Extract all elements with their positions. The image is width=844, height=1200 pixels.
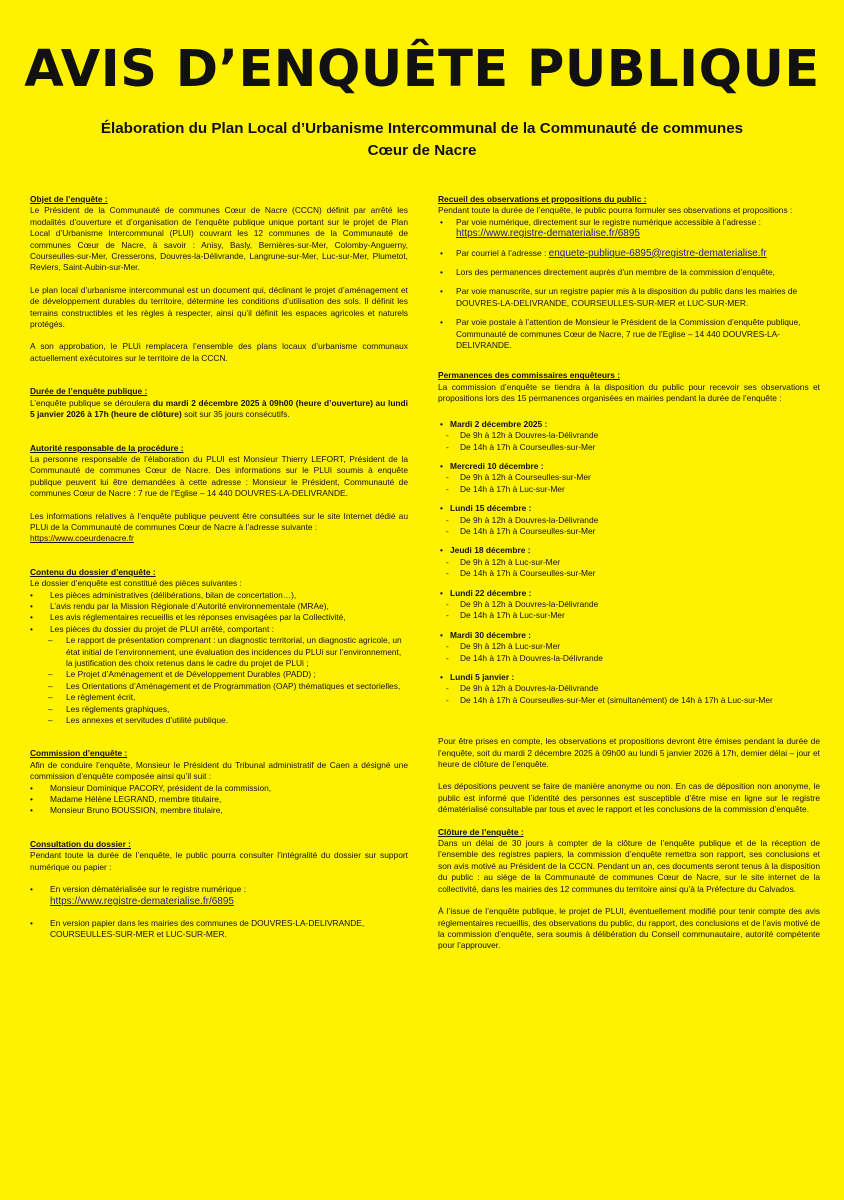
permanences-paragraph-1: Pour être prises en compte, les observations et propositions devront être émises pendant la durée de l’enquête, soit du mardi 2 décembre 2025 à 09h00 au lundi 5 janvier 2026 à 17h, dernier délai – jour et heure de clôture de l’enquête. [438, 736, 820, 770]
permanence-date: • Jeudi 18 décembre : [438, 545, 820, 556]
list-subitem: – Les Orientations d’Aménagement et de Programmation (OAP) thématiques et sectorielles, [30, 681, 408, 692]
permanence-slot: - De 14h à 17h à Courseulles-sur-Mer [438, 526, 820, 537]
permanence-day [438, 461, 820, 495]
objet-paragraph-3: A son approbation, le PLUi remplacera l’ensemble des plans locaux d’urbanisme communaux actuellement exécutoires sur le territoire de la CCCN. [30, 341, 408, 363]
permanence-date: • Lundi 5 janvier : [438, 672, 820, 683]
list-subitem: – Les règlements graphiques, [30, 704, 408, 715]
list-item: • Par voie postale à l’attention de Monsieur le Président de la Commission d’enquête publique, Communauté de communes Cœur de Nacre, 7 rue de l’Eglise – 14 440 DOUVRES-LA-DELIVRANDE. [438, 317, 820, 351]
email-link[interactable]: enquete-publique-6895@registre-dematerialise.fr [548, 247, 767, 259]
list-subitem: – Les annexes et servitudes d’utilité publique. [30, 715, 408, 726]
permanence-date: • Mardi 2 décembre 2025 : [438, 419, 820, 430]
list-item: • Les pièces administratives (délibérations, bilan de concertation…), [30, 590, 408, 601]
duree-post: soit sur 35 jours consécutifs. [181, 409, 290, 420]
permanence-date: • Lundi 15 décembre : [438, 503, 820, 514]
permanence-date: • Mardi 30 décembre : [438, 630, 820, 641]
cloture-heading: Clôture de l’enquête : [438, 826, 524, 837]
list-item: • Monsieur Dominique PACORY, président de la commission, [30, 783, 408, 794]
permanence-slot: - De 14h à 17h à Courseulles-sur-Mer [438, 442, 820, 453]
objet-paragraph-1: Le Président de la Communauté de communes Cœur de Nacre (CCCN) définit par arrêté les modalités d’ouverture et d’organisation de l’enquête publique unique portant sur le projet de Plan Local d’Urbanisme Intercommunal (PLUI) couvrant les 12 communes de la Communauté de communes Cœur de Nacre, à savoir : Anisy, Basly, Bernières-sur-Mer, Colomby-Anguerny, Courseulles-sur-Mer, Cresserons, Douvres-la-Délivrande, Langrune-sur-Mer, Luc-sur-Mer, Plumetot, Reviers, Saint-Aubin-sur-Mer. [30, 205, 408, 273]
recueil-item-1: Par voie numérique, directement sur le registre numérique accessible à l’adresse : [456, 216, 761, 227]
permanence-slot: - De 14h à 17h à Courseulles-sur-Mer et (simultanément) de 14h à 17h à Luc-sur-Mer [438, 695, 820, 706]
commission-heading: Commission d’enquête : [30, 748, 128, 759]
subtitle-line-2: Cœur de Nacre [367, 142, 477, 159]
list-item: • Les pièces du dossier du projet de PLUI arrêté, comportant : [30, 624, 408, 635]
list-item: • Par voie manuscrite, sur un registre papier mis à la disposition du public dans les mairies de DOUVRES-LA-DELIVRANDE, COURSEULLES-SUR-MER et LUC-SUR-MER. [438, 286, 820, 309]
consultation-item-1: En version dématérialisée sur le registre numérique : [50, 884, 246, 895]
permanence-day [438, 588, 820, 622]
subtitle-line-1: Élaboration du Plan Local d’Urbanisme Intercommunal de la Communauté de communes [100, 120, 744, 137]
recueil-item-2: Par courriel à l’adresse : [456, 247, 549, 258]
list-subitem: – Le rapport de présentation comprenant : un diagnostic territorial, un diagnostic agricole, un état initial de l’environnement, une évaluation des incidences du PLUi sur l’environnement, la justification des choix retenus dans le cadre du projet de PLUi ; [30, 635, 408, 669]
list-item: • Les avis réglementaires recueillis et les réponses envisagées par la Collectivité, [30, 612, 408, 623]
permanences-paragraph-2: Les dépositions peuvent se faire de manière anonyme ou non. En cas de déposition non anonyme, le public est informé que l’identité des personnes est susceptible d’être mise en ligne sur le registre dématérialisé consultable par tous et avec le rapport et les conclusions de la commission d’enquête. [438, 781, 820, 815]
objet-paragraph-2: Le plan local d’urbanisme intercommunal est un document qui, déclinant le projet d’aménagement et de développement durables du territoire, détermine les conditions d’utilisation des sols. Il définit les terrains constructibles et les règles à respecter, ainsi qu’il définit les espaces agricoles et naturels protégés. [30, 284, 408, 330]
registre-link[interactable]: https://www.registre-dematerialise.fr/6895 [456, 228, 640, 240]
autorite-paragraph-2: Les informations relatives à l’enquête publique peuvent être consultées sur le site Internet dédié au PLUi de la Communauté de communes Cœur de Nacre à l’adresse suivante : [30, 510, 408, 532]
recueil-heading: Recueil des observations et propositions du public : [438, 194, 647, 204]
permanence-day [438, 419, 820, 453]
permanence-date: • Mercredi 10 décembre : [438, 461, 820, 472]
autorite-paragraph-1: La personne responsable de l’élaboration du PLUI est Monsieur Thierry LEFORT, Président de la Communauté de communes Cœur de Nacre. Des informations sur le PLUi soumis à enquête publique peuvent lui être demandées à cette adresse : Monsieur le Président, Communauté de communes Cœur de Nacre : 7 rue de l’Eglise – 14 440 DOUVRES-LA-DELIVRANDE. [30, 453, 408, 499]
contenu-heading: Contenu du dossier d’enquête : [30, 566, 156, 577]
list-item: • En version papier dans les mairies des communes de DOUVRES-LA-DELIVRANDE, COURSEULLES-SUR-MER et LUC-SUR-MER. [30, 918, 408, 941]
permanence-slot: - De 9h à 12h à Courseulles-sur-Mer [438, 472, 820, 483]
consultation-list [30, 884, 408, 941]
list-item: • Madame Hélène LEGRAND, membre titulaire, [30, 794, 408, 805]
page-subtitle [60, 118, 784, 162]
list-item: • Monsieur Bruno BOUSSION, membre titulaire, [30, 805, 408, 816]
permanences-intro: La commission d’enquête se tiendra à la disposition du public pour recevoir ses observations et propositions lors des 15 permanences organisées en mairies pendant la durée de l’enquête : [438, 381, 820, 404]
permanence-slot: - De 14h à 17h à Douvres-la-Délivrande [438, 653, 820, 664]
permanence-slot: - De 9h à 12h à Douvres-la-Délivrande [438, 599, 820, 610]
registre-link[interactable]: https://www.registre-dematerialise.fr/6895 [50, 895, 234, 907]
coeurdenacre-link[interactable]: https://www.coeurdenacre.fr [30, 533, 134, 544]
page-title: AVIS D’ENQUÊTE PUBLIQUE [24, 40, 820, 99]
recueil-intro: Pendant toute la durée de l’enquête, le public pourra formuler ses observations et propositions : [438, 205, 793, 216]
list-item [438, 248, 820, 259]
left-column [30, 194, 408, 941]
permanence-date: • Lundi 22 décembre : [438, 588, 820, 599]
duree-paragraph [30, 398, 408, 421]
permanence-day [438, 503, 820, 537]
cloture-paragraph-1: Dans un délai de 30 jours à compter de la clôture de l’enquête publique et de la réception de l’ensemble des registres papiers, la commission d’enquête remettra son rapport, ses conclusions et son avis motivé au Président de la CCCN. Pendant un an, ces documents seront tenus à la disposition du public : au siège de la Communauté de communes Cœur de Nacre, sur le site internet de la collectivité, dans les mairies des 12 communes du territoire ainsi qu’à la Préfecture du Calvados. [438, 838, 820, 894]
permanence-slot: - De 9h à 12h à Luc-sur-Mer [438, 641, 820, 652]
permanence-slot: - De 9h à 12h à Douvres-la-Délivrande [438, 430, 820, 441]
permanences-heading: Permanences des commissaires enquêteurs : [438, 370, 621, 381]
consultation-intro: Pendant toute la durée de l’enquête, le public pourra consulter l’intégralité du dossier sur support numérique ou papier : [30, 850, 408, 872]
autorite-heading: Autorité responsable de la procédure : [30, 442, 184, 453]
permanence-slot: - De 9h à 12h à Douvres-la-Délivrande [438, 515, 820, 526]
duree-heading: Durée de l’enquête publique : [30, 386, 148, 397]
cloture-paragraph-2: À l’issue de l’enquête publique, le projet de PLUI, éventuellement modifié pour tenir compte des avis réglementaires recueillis, des observations du public, du rapport, des conclusions et de l’avis motivé de la commission d’enquête, sera soumis à délibération du Conseil communautaire, autorité compétente pour l’approuver. [438, 906, 820, 951]
commission-intro: Afin de conduire l’enquête, Monsieur le Président du Tribunal administratif de Caen a désigné une commission d’enquête composée ainsi qu’il suit : [30, 759, 408, 782]
permanence-slot: - De 14h à 17h à Luc-sur-Mer [438, 484, 820, 495]
duree-pre: L’enquête publique se déroulera [30, 397, 153, 408]
consultation-heading: Consultation du dossier : [30, 838, 131, 849]
right-column [438, 194, 820, 952]
permanence-slot: - De 14h à 17h à Courseulles-sur-Mer [438, 568, 820, 579]
list-item [30, 884, 408, 907]
commission-members [30, 783, 408, 817]
permanence-day [438, 545, 820, 579]
objet-heading: Objet de l’enquête : [30, 194, 108, 204]
permanence-slot: - De 9h à 12h à Luc-sur-Mer [438, 557, 820, 568]
permanence-slot: - De 9h à 12h à Douvres-la-Délivrande [438, 683, 820, 694]
list-subitem: – Le règlement écrit, [30, 692, 408, 703]
duree-dates: du mardi 2 décembre 2025 à 09h00 (heure d’ouverture) au lundi 5 janvier 2026 à 17h (heure de clôture) [30, 397, 408, 420]
list-item: • L’avis rendu par la Mission Régionale d’Autorité environnementale (MRAe), [30, 601, 408, 612]
permanence-day [438, 630, 820, 664]
list-item: • Lors des permanences directement auprès d’un membre de la commission d’enquête, [438, 267, 820, 278]
contenu-list [30, 590, 408, 727]
contenu-intro: Le dossier d’enquête est constitué des pièces suivantes : [30, 578, 242, 589]
permanence-slot: - De 14h à 17h à Luc-sur-Mer [438, 610, 820, 621]
list-item [438, 217, 820, 240]
permanence-day [438, 672, 820, 706]
list-subitem: – Le Projet d’Aménagement et de Développement Durables (PADD) ; [30, 669, 408, 680]
